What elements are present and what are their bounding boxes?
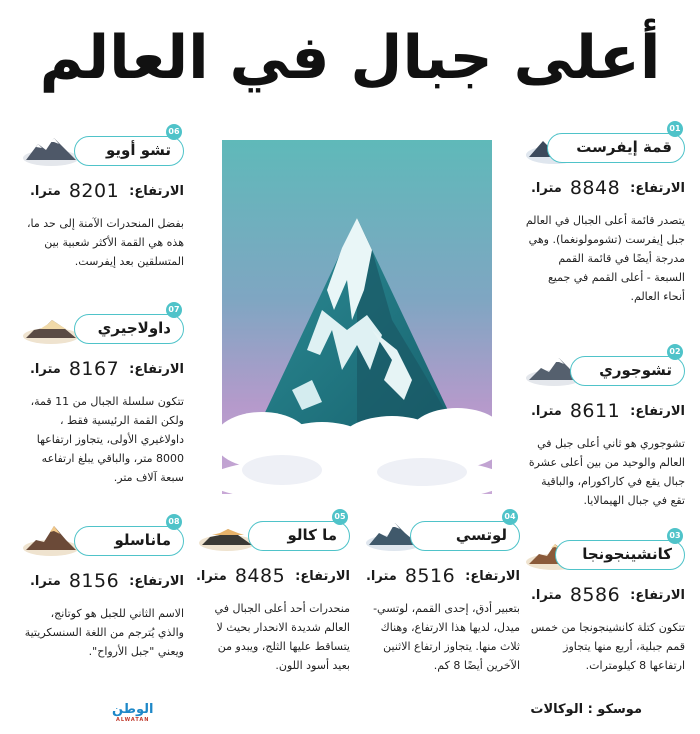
mountain-name: داولاجيري — [97, 319, 171, 337]
mountain-thumbnail-icon — [22, 128, 80, 168]
height-row — [22, 354, 184, 384]
mountain-card-k2 — [525, 348, 685, 510]
mountain-number-badge: 07 — [166, 302, 182, 318]
height-unit: مترا. — [29, 361, 61, 377]
mountain-card-manaslu — [22, 518, 184, 661]
height-unit: مترا. — [530, 587, 562, 603]
mountain-name-pill — [555, 540, 685, 570]
mountain-name-pill — [74, 314, 184, 344]
mountain-description: تشوجوري هو ثاني أعلى جبل في العالم والوحيد من بين أعلى عشرة جبال يقع في كاراكورام، والباقية تقع في جبال الهيمالايا. — [528, 437, 685, 507]
mountain-name-pill — [570, 356, 685, 386]
mountain-name: قمة إيفرست — [576, 138, 672, 156]
height-label: الارتفاع: — [295, 568, 350, 584]
height-value: 8611 — [569, 400, 621, 422]
source-credit: موسكو : الوكالات — [530, 702, 642, 717]
height-row — [525, 173, 685, 203]
mountain-description: تتكون سلسلة الجبال من 11 قمة، ولكن القمة الرئيسية فقط ، داولاغيري الأولى، يتجاوز ارتفاعها 8000 متر، والباقي يبلغ ارتفاعه سبعة آلاف متر. — [30, 395, 184, 484]
mountain-number-badge: 08 — [166, 514, 182, 530]
mountain-number-badge: 04 — [502, 509, 518, 525]
mountain-name: لوتسي — [455, 526, 507, 544]
height-value: 8586 — [569, 584, 621, 606]
mountain-number-badge: 05 — [332, 509, 348, 525]
height-row — [525, 580, 685, 610]
height-value: 8167 — [68, 358, 120, 380]
mountain-thumbnail-icon — [22, 518, 80, 558]
logo-subtext: ALWATAN — [115, 717, 150, 723]
mountain-card-lhotse — [365, 513, 520, 675]
height-unit: مترا. — [365, 568, 397, 584]
height-row — [195, 561, 350, 591]
mountain-name-pill — [74, 526, 184, 556]
height-value: 8156 — [68, 570, 120, 592]
height-value: 8848 — [569, 177, 621, 199]
mountain-number-badge: 01 — [667, 121, 683, 137]
height-row — [22, 566, 184, 596]
height-unit: مترا. — [195, 568, 227, 584]
height-value: 8485 — [234, 565, 286, 587]
mountain-card-kangchenjunga — [525, 532, 685, 675]
mountain-description: تتكون كتلة كانشينجونجا من خمس قمم جبلية، أربع منها يتجاوز ارتفاعها 8 كيلومترات. — [530, 621, 685, 672]
mountain-card-makalu — [195, 512, 350, 675]
mountain-description: الاسم الثاني للجبل هو كوتانج، والذي يُترجم من اللغة السنسكريتية ويعني "جبل الأرواح". — [24, 607, 184, 658]
alwatan-logo — [112, 702, 153, 723]
mountain-thumbnail-icon — [22, 306, 80, 346]
page-title: أعلى جبال في العالم — [39, 23, 661, 93]
mountain-name-pill — [74, 136, 184, 166]
height-row — [365, 561, 520, 591]
height-unit: مترا. — [29, 573, 61, 589]
mountain-description: بفضل المنحدرات الآمنة إلى حد ما، هذه هي القمة الأكثر شعبية بين المتسلقين بعد إيفرست. — [26, 217, 184, 268]
height-label: الارتفاع: — [465, 568, 520, 584]
height-unit: مترا. — [530, 403, 562, 419]
mountain-card-cho-oyu — [22, 128, 184, 271]
height-value: 8201 — [68, 180, 120, 202]
mountain-number-badge: 02 — [667, 344, 683, 360]
height-label: الارتفاع: — [630, 587, 685, 603]
mountain-name: ماناسلو — [114, 531, 171, 549]
mountain-description: بتعبير أدق، إحدى القمم، لوتسي-ميدل، لديها هذا الارتفاع، وهناك ثلاث منها. يتجاوز ارتفاع الاثنين الآخرين أيضًا 8 كم. — [373, 602, 520, 672]
height-label: الارتفاع: — [129, 183, 184, 199]
height-value: 8516 — [404, 565, 456, 587]
mountain-description: منحدرات أحد أعلى الجبال في العالم شديدة الانحدار بحيث لا يتساقط عليها الثلج، ويبدو من بعيد أسود اللون. — [214, 602, 350, 672]
mountain-illustration — [222, 140, 492, 494]
mountain-number-badge: 06 — [166, 124, 182, 140]
height-unit: مترا. — [530, 180, 562, 196]
mountain-name-pill — [547, 133, 685, 163]
mountain-number-badge: 03 — [667, 528, 683, 544]
mountain-name: تشوجوري — [599, 361, 672, 379]
height-label: الارتفاع: — [630, 403, 685, 419]
mountain-description: يتصدر قائمة أعلى الجبال في العالم جبل إيفرست (تشومولونغما). وهي مدرجة أيضًا في قائمة القمم السبعة - أعلى القمم في جميع أنحاء العالم. — [525, 214, 685, 303]
height-label: الارتفاع: — [630, 180, 685, 196]
mountain-name-pill — [248, 521, 350, 551]
mountain-name-pill — [410, 521, 520, 551]
mountain-name: ما كالو — [287, 526, 337, 544]
mountain-card-everest — [525, 125, 685, 306]
height-label: الارتفاع: — [129, 573, 184, 589]
mountain-card-dhaulagiri — [22, 306, 184, 487]
mountain-name: كانشينجونجا — [582, 545, 672, 563]
mountain-name: تشو أويو — [105, 141, 171, 159]
height-row — [525, 396, 685, 426]
height-label: الارتفاع: — [129, 361, 184, 377]
height-row — [22, 176, 184, 206]
height-unit: مترا. — [29, 183, 61, 199]
logo-text: الوطن — [112, 702, 154, 717]
